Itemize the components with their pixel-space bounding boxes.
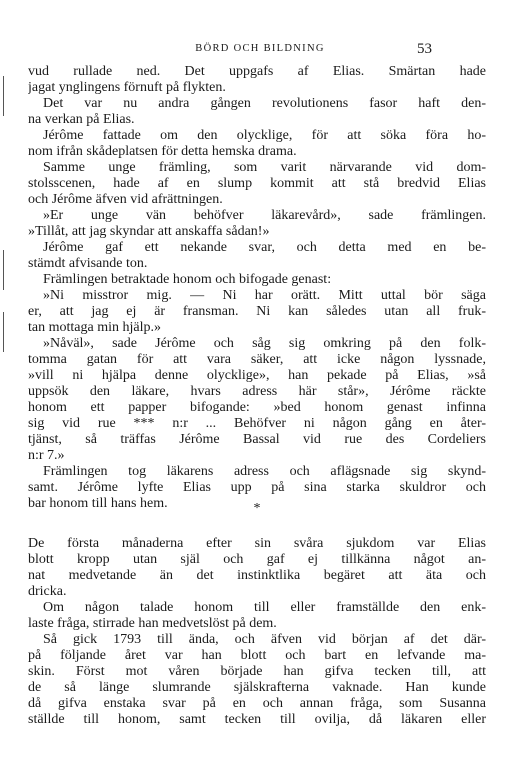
text-line: »Tillåt, att jag skyndar att anskaffa sådan!»: [28, 224, 270, 239]
text-line: skin. Först mot våren började han gifva tecken till, att: [28, 664, 486, 679]
text-line: »Ni misstror mig. — Ni har orätt. Mitt uttal bör säga: [43, 288, 486, 303]
text-line: på följande året var han blott och bart en lefvande ma-: [28, 648, 486, 663]
text-line: er, att jag ej är fransman. Ni kan således utan all fruk-: [28, 304, 486, 319]
text-line: honom ett papper bifogande: »bed honom genast infinna: [28, 400, 486, 415]
text-line: »vill ni hjälpa denne olycklige», han pekade på Elias, »så: [28, 368, 486, 383]
page-number: 53: [417, 41, 432, 57]
text-line: samt. Jérôme lyfte Elias upp på sina starka skuldror och: [28, 480, 486, 495]
margin-edge-mark: [3, 312, 4, 352]
text-line: dricka.: [28, 584, 67, 599]
text-line: blott kropp utan själ och gaf ej tillkänna något an-: [28, 552, 486, 567]
text-line: Främlingen tog läkarens adress och aflägsnade sig skynd-: [43, 464, 486, 479]
text-line: sig vid rue *** n:r ... Behöfver ni någon gång en åter-: [28, 416, 486, 431]
text-line: tan mottaga min hjälp.»: [28, 320, 161, 335]
text-line: Samme unge främling, som varit närvarande vid dom-: [43, 160, 486, 175]
text-line: laste fråga, stirrade han medvetslöst på dem.: [28, 616, 277, 631]
text-line: de så länge slumrande själskrafterna vaknade. Han kunde: [28, 680, 486, 695]
page-header: [0, 41, 520, 61]
text-line: Det var nu andra gången revolutionens fasor haft den-: [43, 96, 486, 111]
text-line: »Er unge vän behöfver läkarevård», sade främlingen.: [43, 208, 486, 223]
margin-edge-mark: [3, 250, 4, 290]
text-line: ställde till honom, samt tecken till ovilja, då läkaren eller: [28, 712, 486, 727]
text-line: nom ifrån skådeplatsen för detta hemska drama.: [28, 144, 297, 159]
text-line: då gifva enstaka svar på en och annan fråga, som Susanna: [28, 696, 486, 711]
text-line: stämdt afvisande ton.: [28, 256, 148, 271]
text-line: bar honom till hans hem.: [28, 496, 168, 511]
text-line: Jérôme gaf ett nekande svar, och detta med en be-: [43, 240, 486, 255]
text-line: tjänst, så träffas Jérôme Bassal vid rue des Cordeliers: [28, 432, 486, 447]
text-line: Så gick 1793 till ända, och äfven vid början af det där-: [43, 632, 486, 647]
text-line: uppsök den läkare, hvars adress här står», Jérôme räckte: [28, 384, 486, 399]
section-separator: *: [253, 501, 261, 516]
text-line: »Nåväl», sade Jérôme och såg sig omkring på den folk-: [43, 336, 486, 351]
text-line: stolsscenen, hade af en slump kommit att stå bredvid Elias: [28, 176, 486, 191]
text-line: tomma gatan för att vara säker, att icke någon lyssnade,: [28, 352, 486, 367]
text-line: vud rullade ned. Det uppgafs af Elias. Smärtan hade: [28, 64, 486, 79]
text-line: Främlingen betraktade honom och bifogade genast:: [43, 272, 332, 287]
text-line: Jérôme fattade om den olycklige, för att söka föra ho-: [43, 128, 486, 143]
text-line: jagat ynglingens förnuft på flykten.: [28, 80, 226, 95]
text-line: n:r 7.»: [28, 448, 65, 463]
text-line: nat medvetande än det instinktlika begäret att äta och: [28, 568, 486, 583]
text-line: Om någon talade honom till eller framställde den enk-: [43, 600, 486, 615]
margin-edge-mark: [3, 76, 4, 116]
running-title: BÖRD OCH BILDNING: [195, 43, 325, 54]
text-line: och Jérôme äfven vid afrättningen.: [28, 192, 223, 207]
text-line: na verkan på Elias.: [28, 112, 135, 127]
text-line: De första månaderna efter sin svåra sjukdom var Elias: [28, 536, 486, 551]
